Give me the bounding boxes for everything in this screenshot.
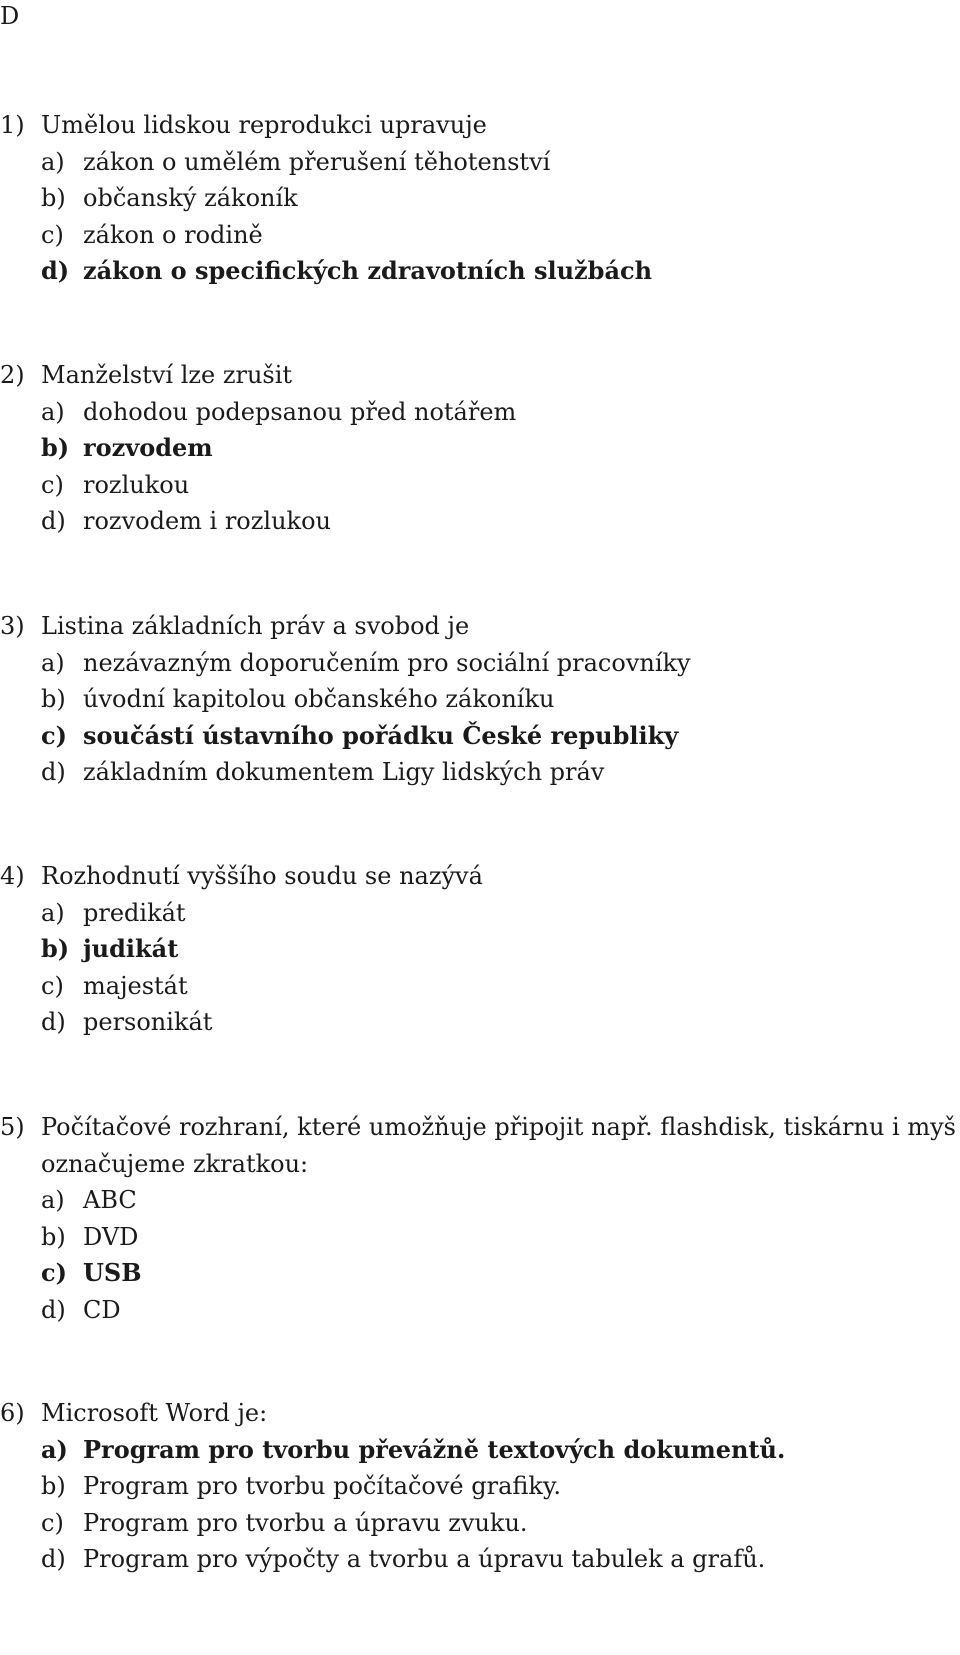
option-letter: b) bbox=[41, 433, 70, 462]
option-letter: a) bbox=[41, 1186, 65, 1214]
question-text-continuation: označujeme zkratkou: bbox=[41, 1149, 309, 1178]
option-b bbox=[0, 1468, 960, 1505]
option-letter: c) bbox=[41, 220, 64, 249]
option-d bbox=[0, 754, 960, 791]
option-a bbox=[0, 394, 960, 431]
option-d-correct bbox=[0, 253, 960, 290]
page-letter: D bbox=[0, 2, 20, 30]
option-c-correct bbox=[0, 718, 960, 755]
question-line bbox=[0, 1109, 960, 1146]
question-number: 5) bbox=[0, 1113, 25, 1141]
option-text: predikát bbox=[83, 898, 186, 927]
question-line bbox=[0, 608, 960, 645]
option-text: ABC bbox=[83, 1186, 137, 1214]
option-a-correct bbox=[0, 1432, 960, 1469]
option-letter: b) bbox=[41, 685, 66, 713]
option-letter: d) bbox=[41, 1295, 66, 1324]
option-text: rozvodem bbox=[83, 433, 213, 462]
question-text: Microsoft Word je: bbox=[41, 1399, 268, 1427]
question-line bbox=[0, 107, 960, 144]
question-number: 4) bbox=[0, 862, 25, 890]
option-text: majestát bbox=[83, 971, 188, 1000]
option-text: úvodní kapitolou občanského zákoníku bbox=[83, 685, 555, 713]
question-number: 6) bbox=[0, 1399, 25, 1427]
option-d bbox=[0, 1004, 960, 1041]
option-letter: b) bbox=[41, 1472, 66, 1500]
option-text: součástí ústavního pořádku České republiky bbox=[83, 720, 679, 750]
question-2 bbox=[0, 357, 960, 540]
option-text: zákon o rodině bbox=[83, 220, 263, 249]
option-d bbox=[0, 503, 960, 540]
option-letter: c) bbox=[41, 1258, 67, 1287]
option-c bbox=[0, 1505, 960, 1542]
question-1 bbox=[0, 107, 960, 290]
option-text: Program pro tvorbu převážně textových dokumentů. bbox=[83, 1434, 786, 1464]
question-line bbox=[0, 1395, 960, 1432]
question-line bbox=[0, 357, 960, 394]
option-text: personikát bbox=[83, 1008, 213, 1036]
question-number: 3) bbox=[0, 612, 25, 640]
option-a bbox=[0, 895, 960, 932]
option-c bbox=[0, 467, 960, 504]
option-c bbox=[0, 968, 960, 1005]
question-line bbox=[0, 858, 960, 895]
option-text: zákon o specifických zdravotních službách bbox=[83, 256, 653, 285]
option-c bbox=[0, 217, 960, 254]
option-text: dohodou podepsanou před notářem bbox=[83, 397, 517, 426]
option-letter: c) bbox=[41, 971, 64, 1000]
question-number: 1) bbox=[0, 111, 25, 139]
question-text: Umělou lidskou reprodukci upravuje bbox=[41, 111, 487, 139]
option-letter: c) bbox=[41, 1508, 64, 1537]
option-text: základním dokumentem Ligy lidských práv bbox=[83, 758, 605, 786]
option-text: zákon o umělém přerušení těhotenství bbox=[83, 147, 551, 176]
option-text: CD bbox=[83, 1295, 121, 1324]
option-b-correct bbox=[0, 430, 960, 467]
option-text: občanský zákoník bbox=[83, 184, 298, 212]
option-letter: b) bbox=[41, 1222, 66, 1251]
option-letter: d) bbox=[41, 1008, 66, 1036]
option-text: Program pro tvorbu počítačové grafiky. bbox=[83, 1472, 561, 1500]
option-letter: d) bbox=[41, 256, 70, 285]
question-number: 2) bbox=[0, 361, 25, 389]
question-3 bbox=[0, 608, 960, 791]
option-a bbox=[0, 144, 960, 181]
question-text: Rozhodnutí vyššího soudu se nazývá bbox=[41, 862, 483, 890]
question-text: Počítačové rozhraní, které umožňuje připojit např. flashdisk, tiskárnu i myš bbox=[41, 1113, 956, 1141]
option-text: Program pro výpočty a tvorbu a úpravu tabulek a grafů. bbox=[83, 1545, 766, 1573]
option-b-correct bbox=[0, 931, 960, 968]
question-6 bbox=[0, 1395, 960, 1578]
option-text: USB bbox=[83, 1258, 142, 1287]
option-letter: c) bbox=[41, 470, 64, 499]
option-letter: d) bbox=[41, 1545, 66, 1573]
option-b bbox=[0, 180, 960, 217]
option-text: nezávazným doporučením pro sociální pracovníky bbox=[83, 648, 691, 677]
option-c-correct bbox=[0, 1255, 960, 1292]
option-text: rozvodem i rozlukou bbox=[83, 507, 331, 535]
option-letter: a) bbox=[41, 147, 65, 176]
option-letter: c) bbox=[41, 720, 67, 750]
option-b bbox=[0, 1219, 960, 1256]
option-letter: b) bbox=[41, 184, 66, 212]
option-letter: a) bbox=[41, 648, 65, 677]
option-a bbox=[0, 1182, 960, 1219]
option-a bbox=[0, 645, 960, 682]
option-letter: d) bbox=[41, 507, 66, 535]
option-letter: d) bbox=[41, 758, 66, 786]
option-d bbox=[0, 1541, 960, 1578]
question-text: Manželství lze zrušit bbox=[41, 361, 293, 389]
question-text: Listina základních práv a svobod je bbox=[41, 612, 470, 640]
option-text: rozlukou bbox=[83, 470, 190, 499]
option-text: DVD bbox=[83, 1222, 139, 1251]
option-letter: a) bbox=[41, 898, 65, 927]
option-letter: b) bbox=[41, 934, 70, 963]
option-d bbox=[0, 1292, 960, 1329]
question-4 bbox=[0, 858, 960, 1041]
option-letter: a) bbox=[41, 1434, 68, 1464]
option-text: Program pro tvorbu a úpravu zvuku. bbox=[83, 1508, 528, 1537]
option-text: judikát bbox=[83, 934, 179, 963]
option-letter: a) bbox=[41, 397, 65, 426]
option-b bbox=[0, 681, 960, 718]
question-5 bbox=[0, 1109, 960, 1328]
